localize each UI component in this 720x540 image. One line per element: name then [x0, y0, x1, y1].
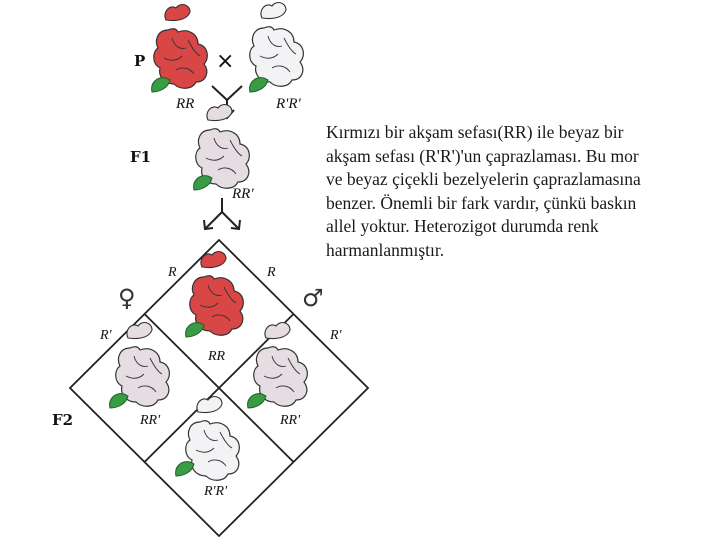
male-gamete-1: R: [267, 265, 276, 280]
white-flower-icon: [250, 3, 304, 92]
generation-label-p: P: [134, 52, 146, 70]
cell-genotype-bottom: R'R': [204, 484, 228, 499]
caption-line: ve beyaz çiçekli bezelyelerin çaprazlamasına: [326, 169, 641, 189]
pink-flower-icon: [194, 105, 250, 190]
caption-line: allel yoktur. Heterozigot durumda renk: [326, 216, 599, 236]
caption-text: [326, 121, 698, 262]
white-flower-icon: [176, 397, 240, 481]
pink-flower-icon: [110, 323, 170, 408]
female-symbol: ♀: [118, 284, 136, 312]
caption-line: harmanlanmıştır.: [326, 239, 445, 260]
female-gamete-2: R': [100, 328, 112, 343]
parent-genotype-white: R'R': [276, 96, 301, 112]
cell-genotype-left: RR': [140, 413, 161, 428]
male-gamete-2: R': [330, 328, 342, 343]
red-flower-icon: [152, 5, 208, 92]
caption-line: Kırmızı bir akşam sefası(RR) ile beyaz bir: [326, 122, 624, 142]
generation-label-f1: F1: [130, 148, 152, 166]
pink-flower-icon: [248, 323, 308, 408]
caption-line: akşam sefası (R'R')'un çaprazlaması. Bu mor: [326, 145, 639, 166]
cell-genotype-top: RR: [208, 349, 226, 364]
cell-genotype-right: RR': [280, 413, 301, 428]
female-gamete-1: R: [168, 265, 177, 280]
f1-genotype: RR': [232, 186, 254, 202]
generation-label-f2: F2: [52, 411, 74, 429]
selfing-arrows: [204, 198, 240, 229]
parent-genotype-red: RR: [176, 96, 195, 112]
male-symbol: ♂: [302, 284, 324, 312]
cross-symbol: ×: [216, 49, 235, 74]
caption-line: benzer. Önemli bir fark vardır, çünkü baskın: [326, 192, 637, 213]
